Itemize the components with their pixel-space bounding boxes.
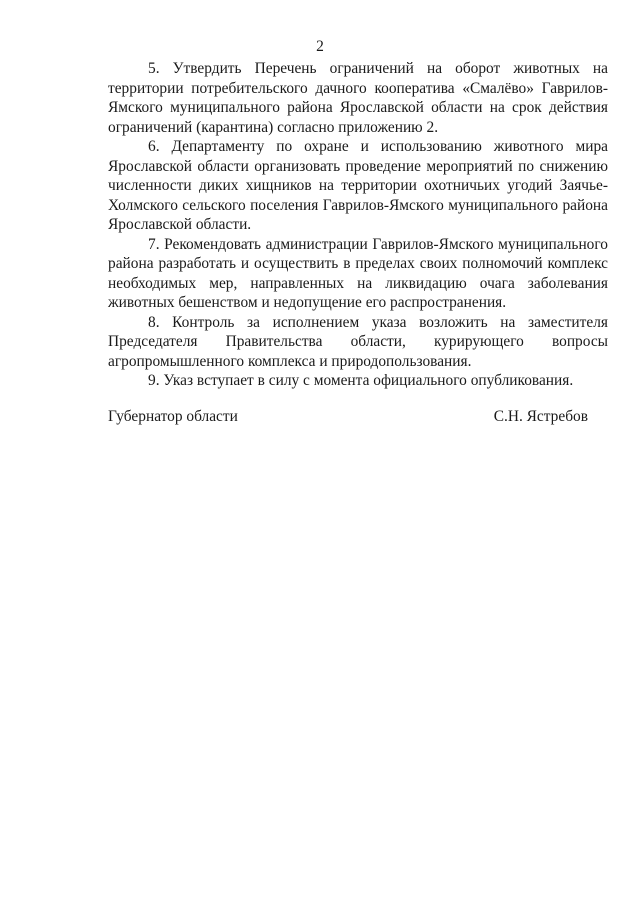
signatory-name: С.Н. Ястребов bbox=[493, 408, 588, 425]
paragraph-8: 8. Контроль за исполнением указа возложить на заместителя Председателя Правительства области, курирующего вопросы агропромышленного комплекса и природопользования. bbox=[108, 313, 608, 370]
signatory-position: Губернатор области bbox=[108, 408, 238, 425]
page-number: 2 bbox=[316, 38, 324, 55]
paragraph-7: 7. Рекомендовать администрации Гаврилов-Ямского муниципального района разработать и осуществить в пределах своих полномочий комплекс необходимых мер, направленных на ликвидацию очага заболевания животных бешенством и недопущение его распространения. bbox=[108, 235, 608, 311]
paragraph-5: 5. Утвердить Перечень ограничений на оборот животных на территории потребительского дачного кооператива «Смалёво» Гаврилов-Ямского муниципального района Ярославской области на срок действия ограничений (карантина) согласно приложению 2. bbox=[108, 60, 608, 136]
paragraph-9: 9. Указ вступает в силу с момента официального опубликования. bbox=[148, 372, 574, 389]
document-body bbox=[108, 59, 608, 391]
paragraph-6: 6. Департаменту по охране и использованию животного мира Ярославской области организовать проведение мероприятий по снижению численности диких хищников на территории охотничьих угодий Заячье-Холмского сельского поселения Гаврилов-Ямского муниципального района Ярославской области. bbox=[108, 138, 608, 233]
signature-block bbox=[108, 407, 588, 427]
